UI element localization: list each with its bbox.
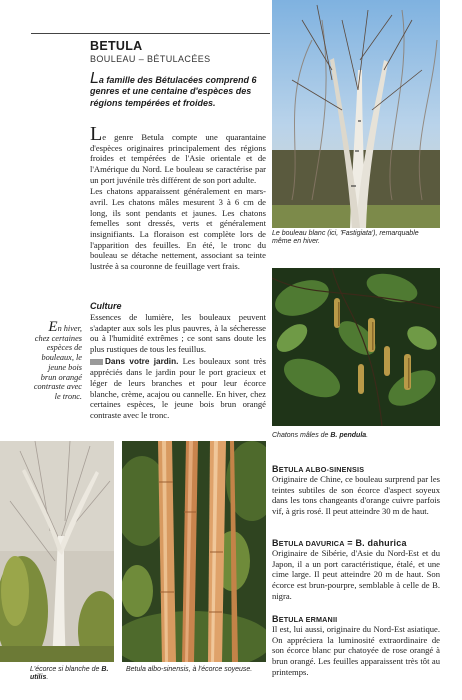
paragraph-culture: Essences de lumière, les bouleaux peuvent s'adapter aux sols les plus pauvres, à la sécheresse ou à l'humidité extrêmes ; ce sont sans doute les plus rustiques de tous les feuillus. [90,312,266,354]
paragraph-garden: Dans votre jardin. Les bouleaux sont très appréciés dans le jardin pour le port gracieux et léger de leurs branches et pour leur écorce blanche, crème, acajou ou cannelle. En hiver, chez certaines espèces, le jeune bois brun orangé contraste avec le tronc. [90,355,266,420]
photo-albo-sinensis-trunks [122,441,266,662]
paragraph-chatons: Les chatons apparaissent généralement en mars-avril. Les chatons mâles mesurent 3 à 6 cm de long, ils sont pendants et jaunes. Les chatons femelles sont dressés, verts et généralement insignifiants. La floraison est complète lors de l'apparition des feuilles. En été, le tronc du bouleau se détache nettement, associant sa teinte lustrée à sa couronne de feuillage vert frais. [90,186,266,271]
body-text-1 [90,123,266,272]
species-davurica [272,538,440,601]
header-rule [31,33,270,34]
species-ermanii [272,614,440,677]
intro-dropcap: L [90,70,99,87]
caption-albo-sinensis: Betula albo-sinensis, à l'écorce soyeuse. [126,666,253,673]
bark-species-name: B. utilis [30,666,109,682]
species-description: Originaire de Chine, ce bouleau surprend par les teintes subtiles de son écorce d'aspect soyeux dans les tons changeants d'orange cuivre parfois vif, à gris rosé. Il peut atteindre 30 m de haut. [272,474,440,516]
body-dropcap: L [90,123,103,145]
species-heading: BETULA ERMANII [272,614,338,624]
margin-note-dropcap: E [48,319,58,335]
species-description: Originaire de Sibérie, d'Asie du Nord-Est et du Japon, il a un port caractéristique, étalé, et une cime large. Il peut atteindre 20 m de haut. Son écorce est brun-pourpre, semblable à celle de B. nigra. [272,548,440,601]
photo-white-bark [0,441,114,662]
culture-heading: Culture [90,301,122,311]
catkins-species-name: B. pendula [330,432,367,439]
garden-heading: Dans votre jardin. [105,356,179,366]
species-description: Il est, lui aussi, originaire du Nord-Est asiatique. On appréciera la luminosité extraordinaire de son écorce blanc pur chatoyée de rose orangé à brun orangé. Les feuilles apparaissent très tôt au printemps. [272,624,440,677]
photo-catkins [272,268,440,426]
photo-white-birch [272,0,440,228]
margin-note: En hiver, chez certaines espèces de bouleaux, le jeune bois brun orangé contraste avec le tronc. [33,319,82,401]
caption-white-bark: L'écorce si blanche de B. utilis. [30,666,109,682]
species-albo-sinensis [272,464,440,517]
species-heading: BETULA DAVURICA = B. dahurica [272,538,407,548]
intro-paragraph [90,70,266,109]
paragraph-genre: Le genre Betula compte une quarantaine d'espèces originaires principalement des régions froides et tempérées de l'Asie orientale et de l'Amérique du Nord. Le bouleau se caractérise par un port juvénile très différent de son port adulte. [90,123,266,185]
page-title: BETULA [90,39,143,53]
page-subtitle: BOULEAU – BÉTULACÉES [90,54,211,64]
species-heading: BETULA ALBO-SINENSIS [272,464,365,474]
caption-catkins: Chatons mâles de B. pendula. [272,432,369,439]
section-marker [90,359,103,365]
caption-white-birch: Le bouleau blanc (ici, 'Fastigiata'), remarquable même en hiver. [272,230,419,246]
intro-text: a famille des Bétulacées comprend 6 genres et une centaine d'espèces des régions tempérées et froides. [90,75,257,108]
body-text-2 [90,312,266,421]
